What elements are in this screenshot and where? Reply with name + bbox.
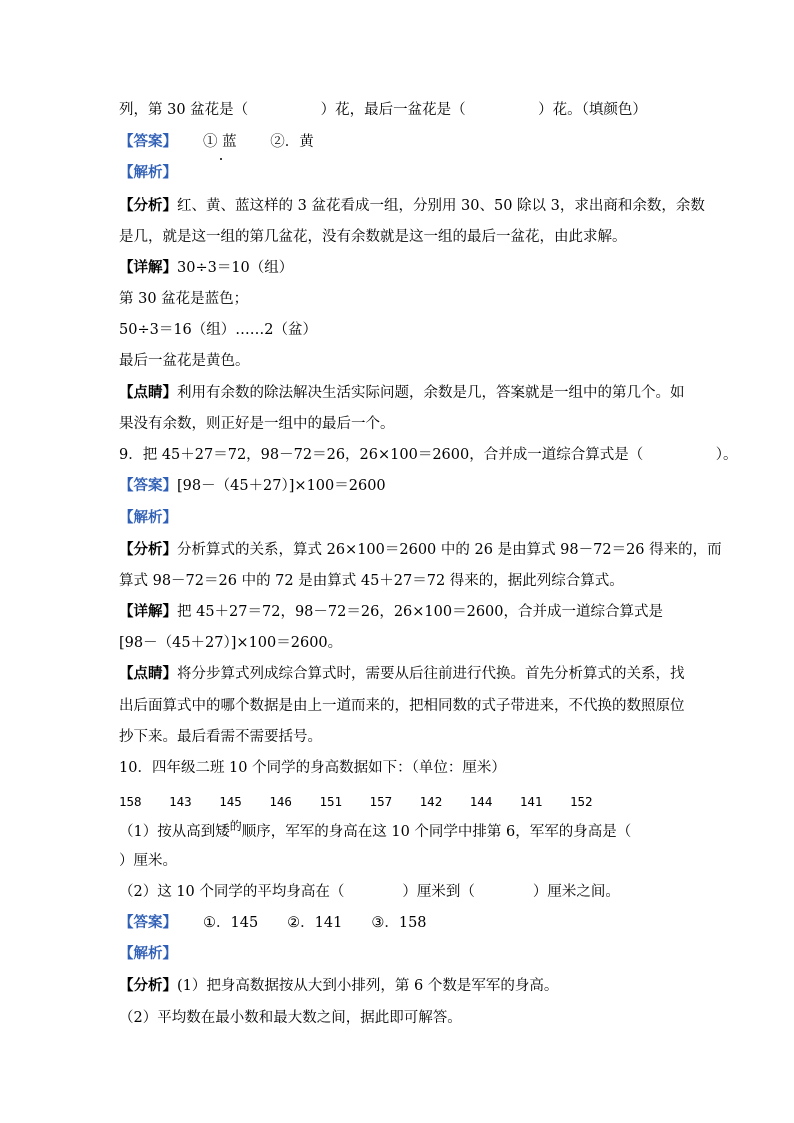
analysis-tag-10: 【解析】 (119, 946, 177, 962)
height-data-row (119, 792, 593, 812)
question-9: 9．把 45＋27＝72，98－72＝26，26×100＝2600，合并成一道综合算式是（ ）。 (119, 447, 738, 463)
tip-8: 【点睛】利用有余数的除法解决生活实际问题，余数是几，答案就是一组中的第几个。如 (119, 385, 685, 401)
decorative-dot (220, 158, 222, 160)
height-value: 152 (569, 794, 593, 809)
analysis-9: 【分析】分析算式的关系，算式 26×100＝2600 中的 26 是由算式 98－72＝26 得来的，而 (119, 542, 722, 558)
answer-8 (119, 132, 314, 152)
analysis-9-cont: 算式 98－72＝26 中的 72 是由算式 45＋27＝72 得来的，据此列综合算式。 (119, 573, 624, 589)
question-10: 10．四年级二班 10 个同学的身高数据如下：（单位：厘米） (119, 760, 506, 776)
analysis-tag-8: 【解析】 (119, 165, 177, 181)
detail-8-line4: 最后一盆花是黄色。 (119, 353, 250, 369)
analysis-tag-9: 【解析】 (119, 510, 177, 526)
tip-9-cont2: 抄下来。最后看需不需要括号。 (119, 729, 322, 745)
height-value: 146 (269, 794, 292, 809)
question-10-part2: （2）这 10 个同学的平均身高在（ ）厘米到（ ）厘米之间。 (119, 884, 620, 900)
answer-9: 【答案】[98－（45＋27）]×100＝2600 (119, 478, 386, 494)
question-8-tail: 列，第 30 盆花是（ ）花，最后一盆花是（ ）花。（填颜色） (119, 102, 647, 118)
tip-9: 【点睛】将分步算式列成综合算式时，需要从后往前进行代换。首先分析算式的关系，找 (119, 666, 685, 682)
tip-8-cont: 果没有余数，则正好是一组中的最后一个。 (119, 416, 395, 432)
height-value: 158 (119, 794, 142, 809)
question-10-part1: （1）按从高到矮$^的$顺序，军军的身高在这 10 个同学中排第 6，军军的身高是（ (119, 819, 632, 840)
answer-text: ① 蓝 ②．黄 (203, 134, 314, 150)
analysis-10-line2: （2）平均数在最小数和最大数之间，据此即可解答。 (119, 1010, 462, 1026)
detail-9: 【详解】把 45＋27＝72，98－72＝26，26×100＝2600，合并成一道综合算式是 (119, 604, 663, 620)
detail-8-line3: 50÷3＝16（组）……2（盆） (119, 322, 318, 338)
analysis-10: 【分析】(1）把身高数据按从大到小排列，第 6 个数是军军的身高。 (119, 978, 559, 994)
detail-8-line2: 第 30 盆花是蓝色； (119, 291, 249, 307)
analysis-8-cont: 是几，就是这一组的第几盆花，没有余数就是这一组的最后一盆花，由此求解。 (119, 229, 627, 245)
superscript-char: 的 (229, 819, 242, 833)
height-value: 145 (219, 794, 242, 809)
detail-9-line2: [98－（45＋27）]×100＝2600。 (119, 635, 343, 651)
height-value: 141 (519, 794, 543, 809)
detail-8: 【详解】30÷3＝10（组） (119, 260, 294, 276)
question-10-part1-cont: ）厘米。 (119, 853, 177, 869)
height-value: 143 (169, 794, 192, 809)
height-value: 151 (319, 794, 343, 809)
answer-tag: 【答案】 (119, 134, 177, 150)
height-value: 144 (469, 794, 493, 809)
tip-9-cont: 出后面算式中的哪个数据是由上一道而来的，把相同数的式子带进来，不代换的数照原位 (119, 698, 685, 714)
answer-10: 【答案】 ①．145 ②．141 ③．158 (119, 915, 427, 931)
height-value: 142 (419, 794, 443, 809)
analysis-8: 【分析】红、黄、蓝这样的 3 盆花看成一组，分别用 30、50 除以 3，求出商和余数，余数 (119, 198, 705, 214)
height-value: 157 (369, 794, 393, 809)
